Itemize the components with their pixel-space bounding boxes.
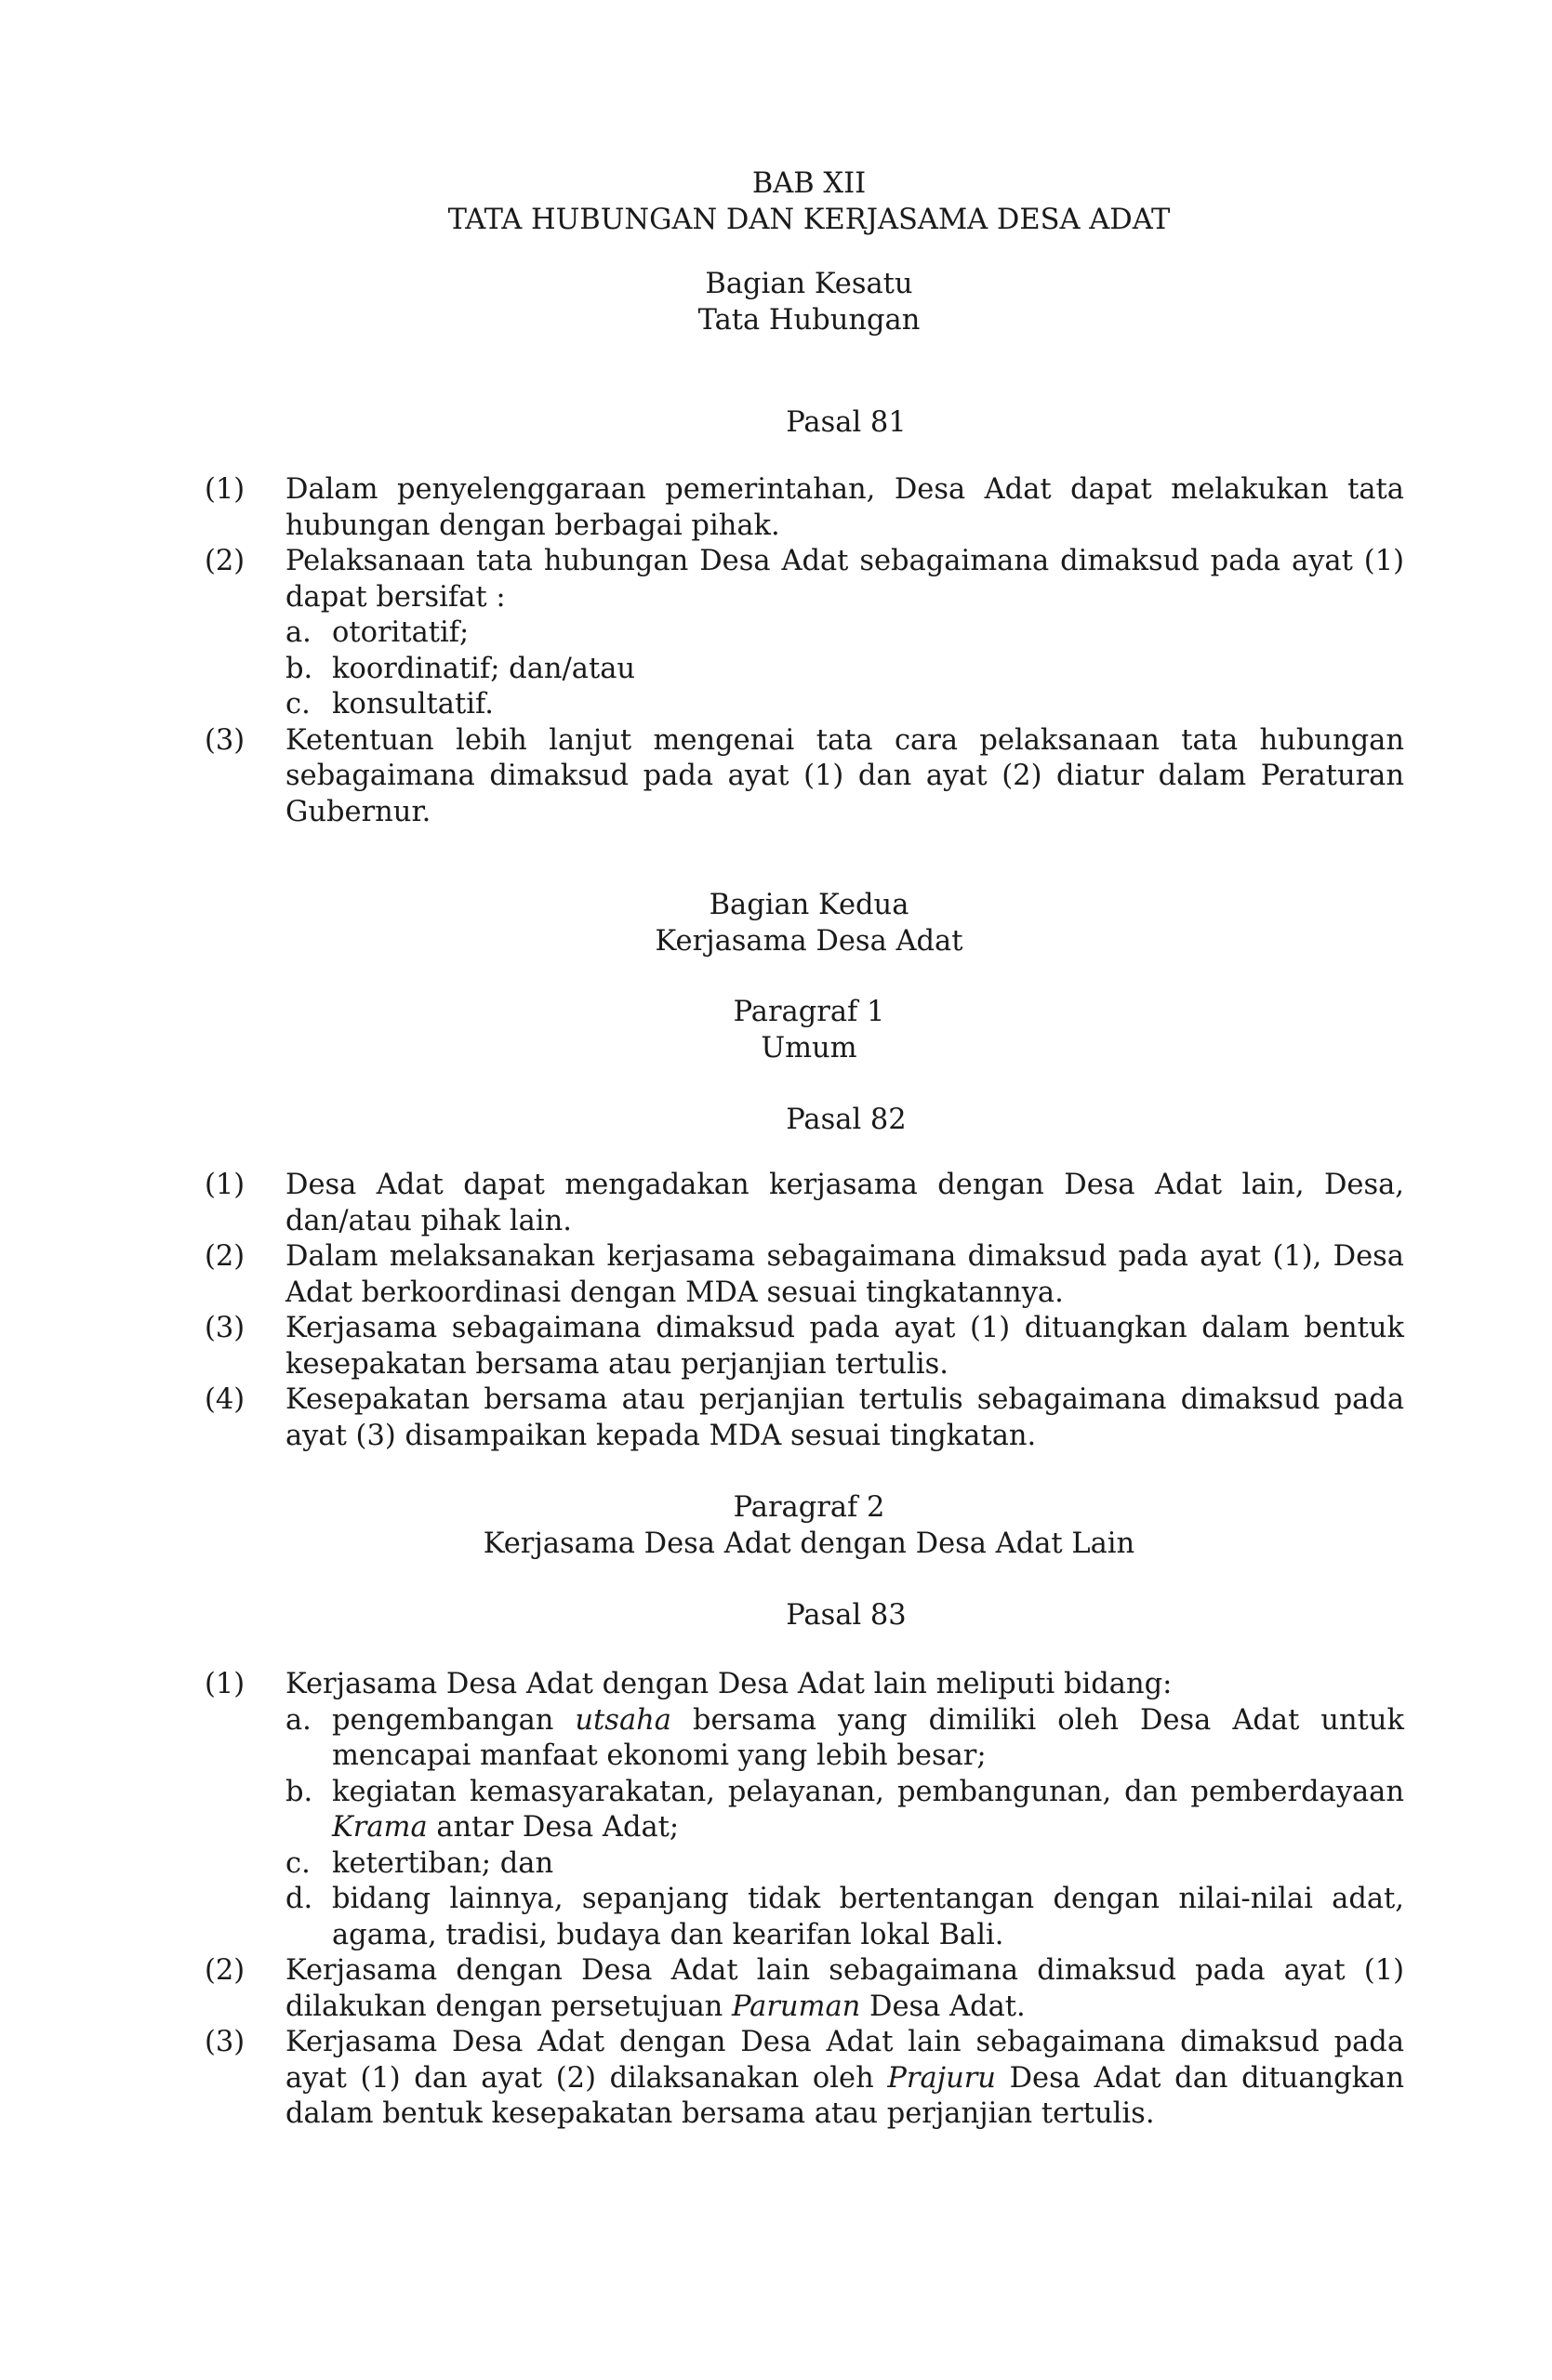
sub-letter: a. — [285, 1703, 312, 1737]
paragraph-label: Paragraf 1 — [733, 996, 885, 1028]
clause-number: (1) — [205, 473, 245, 506]
sub-text-post: bersama yang dimiliki oleh Desa Adat untuk mencapai manfaat ekonomi yang lebih besar; — [332, 1703, 1404, 1772]
clause-item — [205, 1382, 1404, 1454]
article-title-81: Pasal 81 — [786, 406, 907, 439]
clause-item — [205, 544, 1404, 723]
sub-item — [285, 1703, 1404, 1775]
paragraph-heading-2 — [0, 1490, 1552, 1562]
sub-text: konsultatif. — [332, 688, 494, 721]
sub-letter: c. — [285, 1846, 311, 1880]
sub-item — [285, 1775, 1404, 1846]
sub-letter: b. — [285, 652, 313, 685]
clause-number: (1) — [205, 1169, 245, 1201]
section-title: Tata Hubungan — [697, 303, 921, 337]
section-heading-2 — [0, 888, 1552, 959]
clause-number: (2) — [205, 1954, 245, 1987]
sub-text: otoritatif; — [332, 616, 470, 649]
sub-item — [285, 1846, 1404, 1883]
clause-text-post: Desa Adat dan dituangkan dalam bentuk kesepakatan bersama atau perjanjian tertulis. — [285, 2061, 1404, 2130]
clause-item — [205, 1667, 1404, 1953]
paragraph-title: Umum — [761, 1031, 857, 1064]
chapter-number: BAB XII — [751, 167, 867, 200]
sub-text: ketertiban; dan — [332, 1846, 554, 1880]
sub-letter: c. — [285, 688, 311, 721]
clause-text: Dalam melaksanakan kerjasama sebagaimana dimaksud pada ayat (1), Desa Adat berkoordinasi dengan MDA sesuai tingkatannya. — [285, 1240, 1404, 1309]
clause-text-pre: Kerjasama dengan Desa Adat lain sebagaimana dimaksud pada ayat (1) dilakukan dengan persetujuan — [285, 1954, 1404, 2023]
clause-text: Kerjasama Desa Adat dengan Desa Adat lain meliputi bidang: — [285, 1668, 1173, 1700]
sub-text: koordinatif; dan/atau — [332, 652, 636, 685]
sub-text-post: antar Desa Adat; — [427, 1811, 680, 1844]
article-title-83: Pasal 83 — [786, 1599, 907, 1632]
clause-text: Desa Adat dapat mengadakan kerjasama dengan Desa Adat lain, Desa, dan/atau pihak lain. — [285, 1169, 1404, 1237]
article-title-82: Pasal 82 — [786, 1104, 907, 1136]
sub-letter: a. — [285, 616, 312, 649]
clause-text-italic: Paruman — [732, 1990, 861, 2023]
sub-text-pre: kegiatan kemasyarakatan, pelayanan, pembangunan, dan pemberdayaan — [332, 1775, 1404, 1808]
clause-number: (3) — [205, 723, 245, 757]
sub-item — [285, 615, 1404, 652]
paragraph-heading-1 — [0, 995, 1552, 1066]
clause-item — [205, 1239, 1404, 1311]
clause-number: (2) — [205, 1240, 245, 1273]
sub-text-pre: pengembangan — [332, 1703, 576, 1737]
clause-number: (1) — [205, 1668, 245, 1700]
clause-item — [205, 723, 1404, 831]
sub-text-italic: Krama — [332, 1811, 428, 1844]
sub-text: bidang lainnya, sepanjang tidak bertentangan dengan nilai-nilai adat, agama, tradisi, budaya dan kearifan lokal Bali. — [332, 1883, 1404, 1951]
clause-number: (3) — [205, 2026, 245, 2058]
sub-item — [285, 687, 1404, 723]
sub-item — [285, 652, 1404, 688]
sub-text-italic: utsaha — [575, 1703, 671, 1737]
clause-text: Kerjasama sebagaimana dimaksud pada ayat (1) dituangkan dalam bentuk kesepakatan bersama atau perjanjian tertulis. — [285, 1312, 1404, 1381]
section-label: Bagian Kesatu — [705, 268, 913, 300]
sub-item — [285, 1882, 1404, 1953]
clause-item — [205, 1953, 1404, 2025]
section-label: Bagian Kedua — [709, 889, 909, 921]
sub-letter: b. — [285, 1775, 313, 1808]
clause-text: Kesepakatan bersama atau perjanjian tertulis sebagaimana dimaksud pada ayat (3) disampaikan kepada MDA sesuai tingkatan. — [285, 1383, 1404, 1452]
article-81-body — [205, 472, 1404, 830]
clause-number: (4) — [205, 1383, 245, 1416]
clause-text-italic: Prajuru — [887, 2061, 996, 2095]
clause-text: Pelaksanaan tata hubungan Desa Adat sebagaimana dimaksud pada ayat (1) dapat bersifat : — [285, 545, 1404, 614]
clause-text: Ketentuan lebih lanjut mengenai tata cara pelaksanaan tata hubungan sebagaimana dimaksud pada ayat (1) dan ayat (2) diatur dalam Peraturan Gubernur. — [285, 723, 1404, 828]
clause-item — [205, 472, 1404, 544]
clause-text: Dalam penyelenggaraan pemerintahan, Desa Adat dapat melakukan tata hubungan dengan berbagai pihak. — [285, 473, 1404, 542]
article-83-body — [205, 1667, 1404, 2133]
clause-item — [205, 1168, 1404, 1239]
clause-number: (2) — [205, 545, 245, 577]
sub-letter: d. — [285, 1883, 313, 1915]
paragraph-title: Kerjasama Desa Adat dengan Desa Adat Lain — [483, 1527, 1135, 1560]
section-title: Kerjasama Desa Adat — [655, 924, 963, 958]
clause-text-pre: Kerjasama Desa Adat dengan Desa Adat lain sebagaimana dimaksud pada ayat (1) dan ayat (2) dilaksanakan oleh — [285, 2026, 1404, 2095]
chapter-title: TATA HUBUNGAN DAN KERJASAMA DESA ADAT — [447, 203, 1171, 236]
paragraph-label: Paragraf 2 — [733, 1491, 885, 1524]
section-heading-1 — [0, 267, 1552, 338]
clause-item — [205, 2025, 1404, 2133]
clause-number: (3) — [205, 1312, 245, 1344]
article-82-body — [205, 1168, 1404, 1454]
clause-text-post: Desa Adat. — [860, 1990, 1026, 2023]
clause-item — [205, 1311, 1404, 1382]
chapter-heading — [0, 166, 1552, 238]
